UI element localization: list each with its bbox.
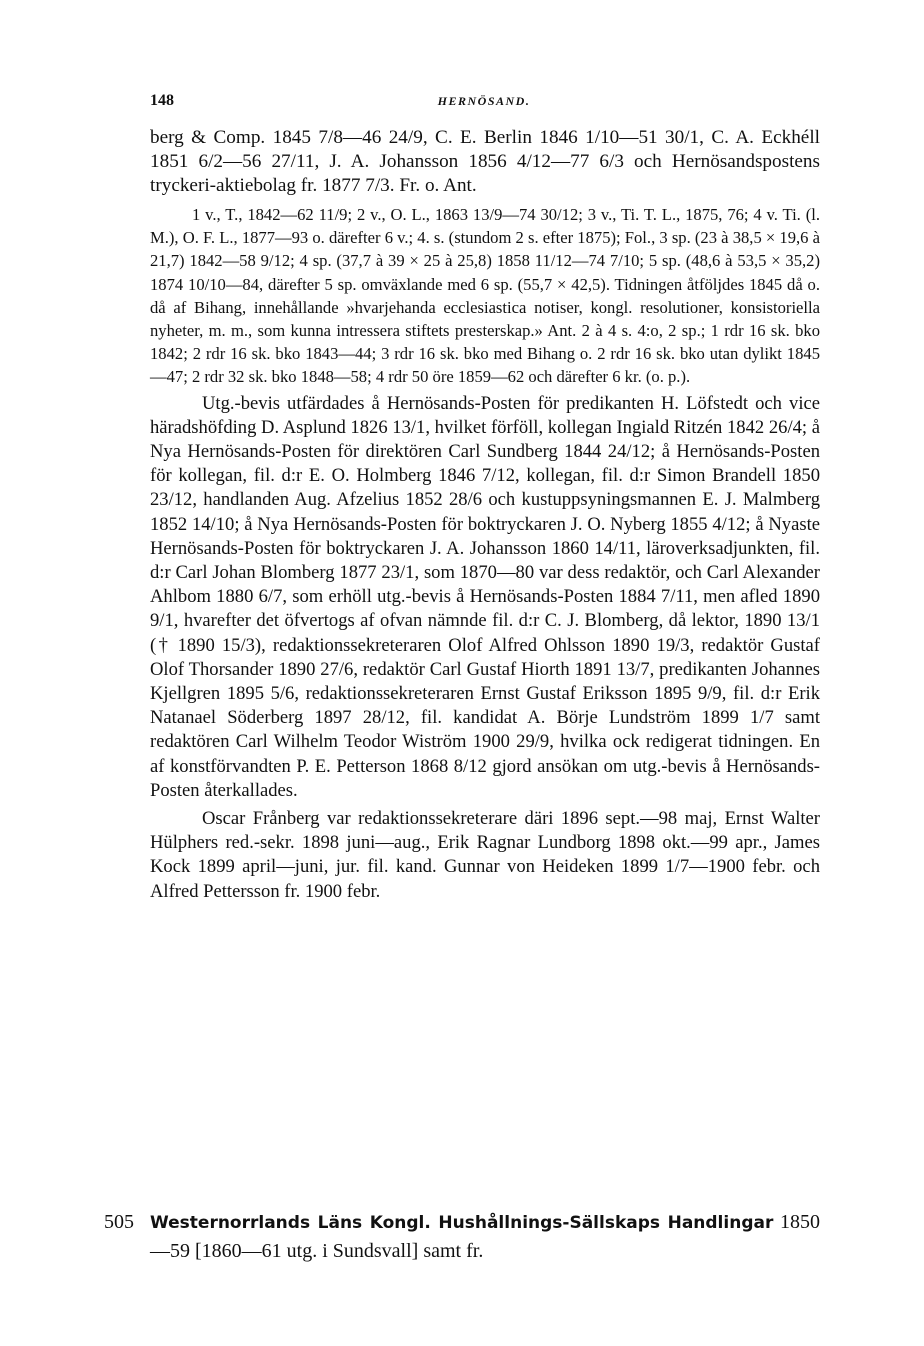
catalog-entry [104, 1208, 820, 1265]
entry-title: Westernorrlands Läns Kongl. Hushållnings-Sällskaps Handlingar [150, 1213, 774, 1233]
entry-text [150, 1208, 820, 1265]
page-number: 148 [150, 92, 174, 109]
entry-number: 505 [104, 1211, 134, 1233]
paragraph-format-details: 1 v., T., 1842—62 11/9; 2 v., O. L., 1863 13/9—74 30/12; 3 v., Ti. T. L., 1875, 76; 4 v. Ti. (l. M.), O. F. L., 1877—93 o. därefter 6 v.; 4. s. (stundom 2 s. efter 1875); Fol., 3 sp. (23 à 38,5 × 19,6 à 21,7) 1842—58 9/12; 4 sp. (37,7 à 39 × 25 à 25,8) 1858 11/12—74 7/10; 5 sp. (48,6 à 53,5 × 35,2) 1874 10/10—84, därefter 5 sp. omväxlande med 6 sp. (55,7 × 42,5). Tidningen åtföljdes 1845 då o. då af Bihang, innehållande »hvarjehanda ecclesiastica notiser, kongl. resolutioner, konsistoriella nyheter, m. m., som kunna intressera stiftets presterskap.» Ant. 2 à 4 s. 4:o, 2 sp.; 1 rdr 16 sk. bko 1842; 2 rdr 16 sk. bko 1843—44; 3 rdr 16 sk. bko med Bihang o. 2 rdr 16 sk. bko utan dylikt 1845—47; 2 rdr 32 sk. bko 1848—58; 4 rdr 50 öre 1859—62 och därefter 6 kr. (o. p.). [150, 205, 820, 387]
entry-rest: 1850—59 [1860—61 utg. i Sundsvall] samt fr. [150, 1211, 820, 1262]
body-text [150, 126, 820, 904]
running-title: HERNÖSAND. [437, 94, 531, 108]
paragraph-editorial-staff: Oscar Frånberg var redaktionssekreterare däri 1896 sept.—98 maj, Ernst Walter Hülphers red.-sekr. 1898 juni—aug., Erik Ragnar Lundborg 1898 okt.—99 apr., James Kock 1899 april—juni, jur. fil. kand. Gunnar von Heideken 1899 1/7—1900 febr. och Alfred Pettersson fr. 1900 febr. [150, 808, 820, 902]
running-head [150, 92, 818, 114]
paragraph-publication-permits: Utg.-bevis utfärdades å Hernösands-Posten för predikanten H. Löfstedt och vice häradshöfding D. Asplund 1826 13/1, hvilket förföll, kollegan Ingiald Ritzén 1842 26/4; å Nya Hernösands-Posten för direktören Carl Sundberg 1844 24/12; å Hernösands-Posten för kollegan, fil. d:r E. O. Holmberg 1846 7/12, kollegan, fil. d:r Simon Brandell 1850 23/12, handlanden Aug. Afzelius 1852 28/6 och kustuppsyningsmannen E. J. Malmberg 1852 14/10; å Nya Hernösands-Posten för boktryckaren J. O. Nyberg 1855 4/12; å Nyaste Hernösands-Posten för boktryckaren J. A. Johansson 1860 14/11, läroverksadjunkten, fil. d:r Carl Johan Blomberg 1877 23/1, som 1870—80 var dess redaktör, och Carl Alexander Ahlbom 1880 6/7, som erhöll utg.-bevis å Hernösands-Posten 1884 7/11, men afled 1890 9/1, hvarefter det öfvertogs af ofvan nämnde fil. d:r C. J. Blomberg, då lektor, 1890 13/1 († 1890 15/3), redaktionssekreteraren Olof Alfred Ohlsson 1890 19/3, redaktör Gustaf Olof Thorsander 1890 27/6, redaktör Carl Gustaf Hiorth 1891 13/7, predikanten Johannes Kjellgren 1895 5/6, redaktionssekreteraren Ernst Gustaf Eriksson 1895 9/9, fil. d:r Erik Natanael Söderberg 1897 28/12, fil. kandidat A. Börje Lundström 1899 1/7 samt redaktören Carl Wilhelm Teodor Wiström 1900 29/9, hvilka ock redigerat tidningen. En af konstförvandten P. E. Petterson 1868 8/12 gjord ansökan om utg.-bevis å Hernösands-Posten återkallades. [150, 392, 820, 801]
paragraph-publishers: berg & Comp. 1845 7/8—46 24/9, C. E. Berlin 1846 1/10—51 30/1, C. A. Eckhéll 1851 6/2—56 27/11, J. A. Johansson 1856 4/12—77 6/3 och Hernösandspostens tryckeri-aktiebolag fr. 1877 7/3. Fr. o. Ant. [150, 127, 820, 196]
